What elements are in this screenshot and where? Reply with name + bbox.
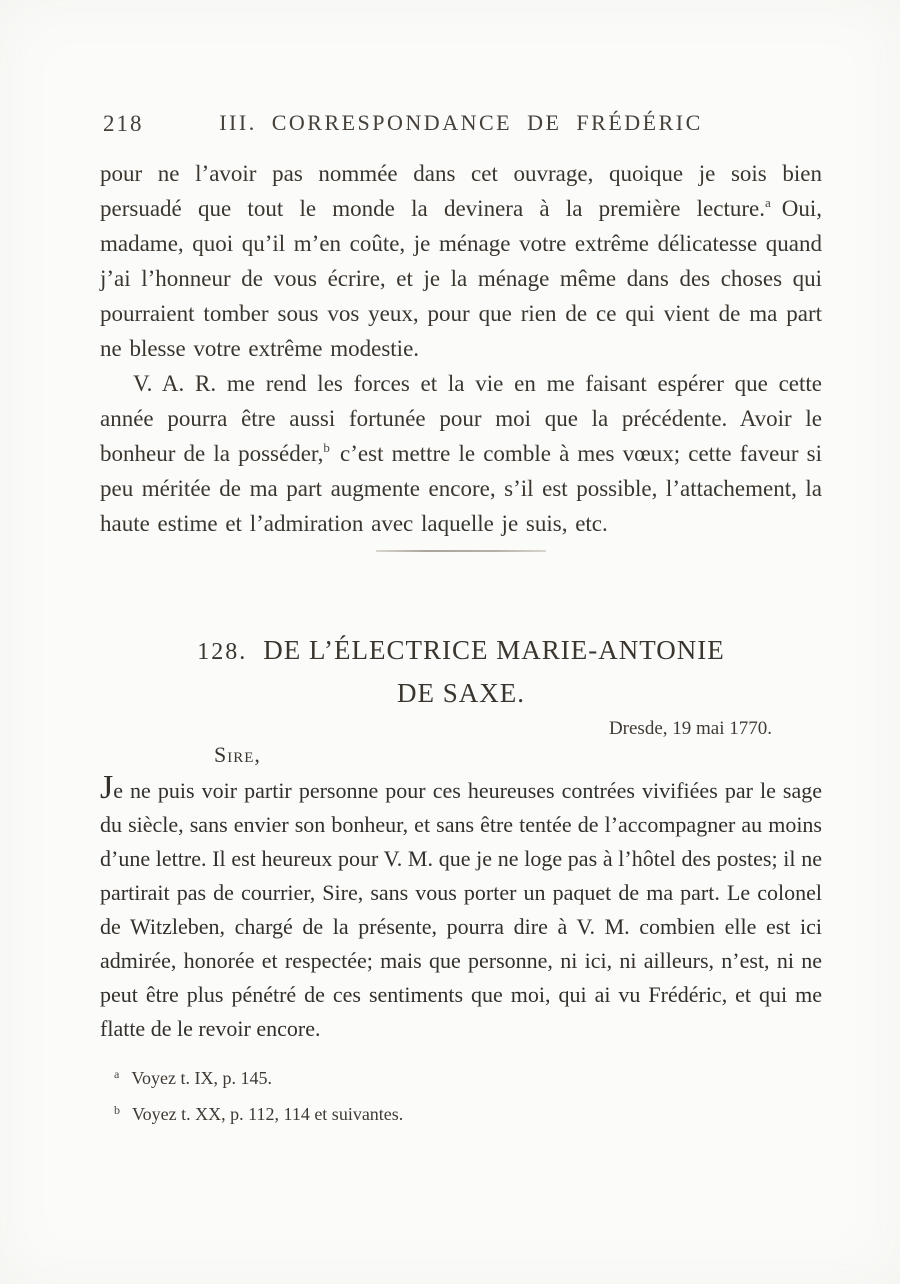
letter-number: 128. [197,639,248,665]
paragraph-text-after-note: c’est mettre le comble à mes vœux; cette faveur si peu méritée de ma part augmente encore, s’il est possible, l’attachement, la haute estime et l’admiration avec laquelle je suis, etc. [100,441,823,536]
section-divider-rule [376,550,546,552]
footnote-marker-a: a [114,1067,120,1081]
running-title: III. CORRESPONDANCE DE FRÉDÉRIC [219,110,703,135]
paragraph-text-before-note: pour ne l’avoir pas nommée dans cet ouvrage, quoique je sois bien persuadé que tout le monde la devinera à la première lecture. [100,161,822,221]
paragraph-text-after-note: Oui, madame, quoi qu’il m’en coûte, je ménage votre extrême délicatesse quand j’ai l’honneur de vous écrire, et je la ménage même dans des choses qui pourraient tomber sous vos yeux, pour que rien de ce qui vient de ma part ne blesse votre extrême modestie. [100,196,822,361]
salutation: Sire, [214,742,261,767]
paragraph-closing [100,366,822,541]
footnote-text-b: Voyez t. XX, p. 112, 114 et suivantes. [132,1104,404,1124]
page-number: 218 [103,111,144,136]
footnote-b [114,1094,822,1130]
running-header [100,108,822,142]
footnote-text-a: Voyez t. IX, p. 145. [131,1068,272,1088]
footnotes-block [100,1058,822,1130]
dateline: Dresde, 19 mai 1770. [608,718,772,739]
letter-body-paragraph: Je ne puis voir partir personne pour ces heureuses contrées vivifiées par le sage du siècle, sans envier son bonheur, et sans être tentée de l’accompagner au moins d’une lettre. Il est heureux pour V. M. que je ne loge pas à l’hôtel des postes; il ne partirait pas de courrier, Sire, sans vous porter un paquet de ma part. Le colonel de Witzleben, chargé de la présente, pourra dire à V. M. combien elle est ici admirée, honorée et respectée; mais que personne, ni ici, ni ailleurs, n’est, ni ne peut être plus pénétré de ces sentiments que moi, qui ai vu Frédéric, et qui me flatte de le revoir encore. [100,769,822,1041]
letter-heading [100,630,822,714]
letter-title-line-1: DE L’ÉLECTRICE MARIE-ANTONIE [263,635,725,665]
footnote-reference-b: b [323,440,330,455]
letter-title-line-2: DE SAXE. [397,678,525,708]
paragraph-continuation [100,156,822,366]
footnote-a [114,1058,822,1094]
footnote-reference-a: a [764,195,771,210]
footnote-marker-b: b [114,1103,120,1117]
paragraph-text-before-note: V. A. R. me rend les forces et la vie en me faisant espérer que cette année pourra être aussi fortunée pour moi que la précédente. Avoir le bonheur de la posséder, [100,371,822,466]
